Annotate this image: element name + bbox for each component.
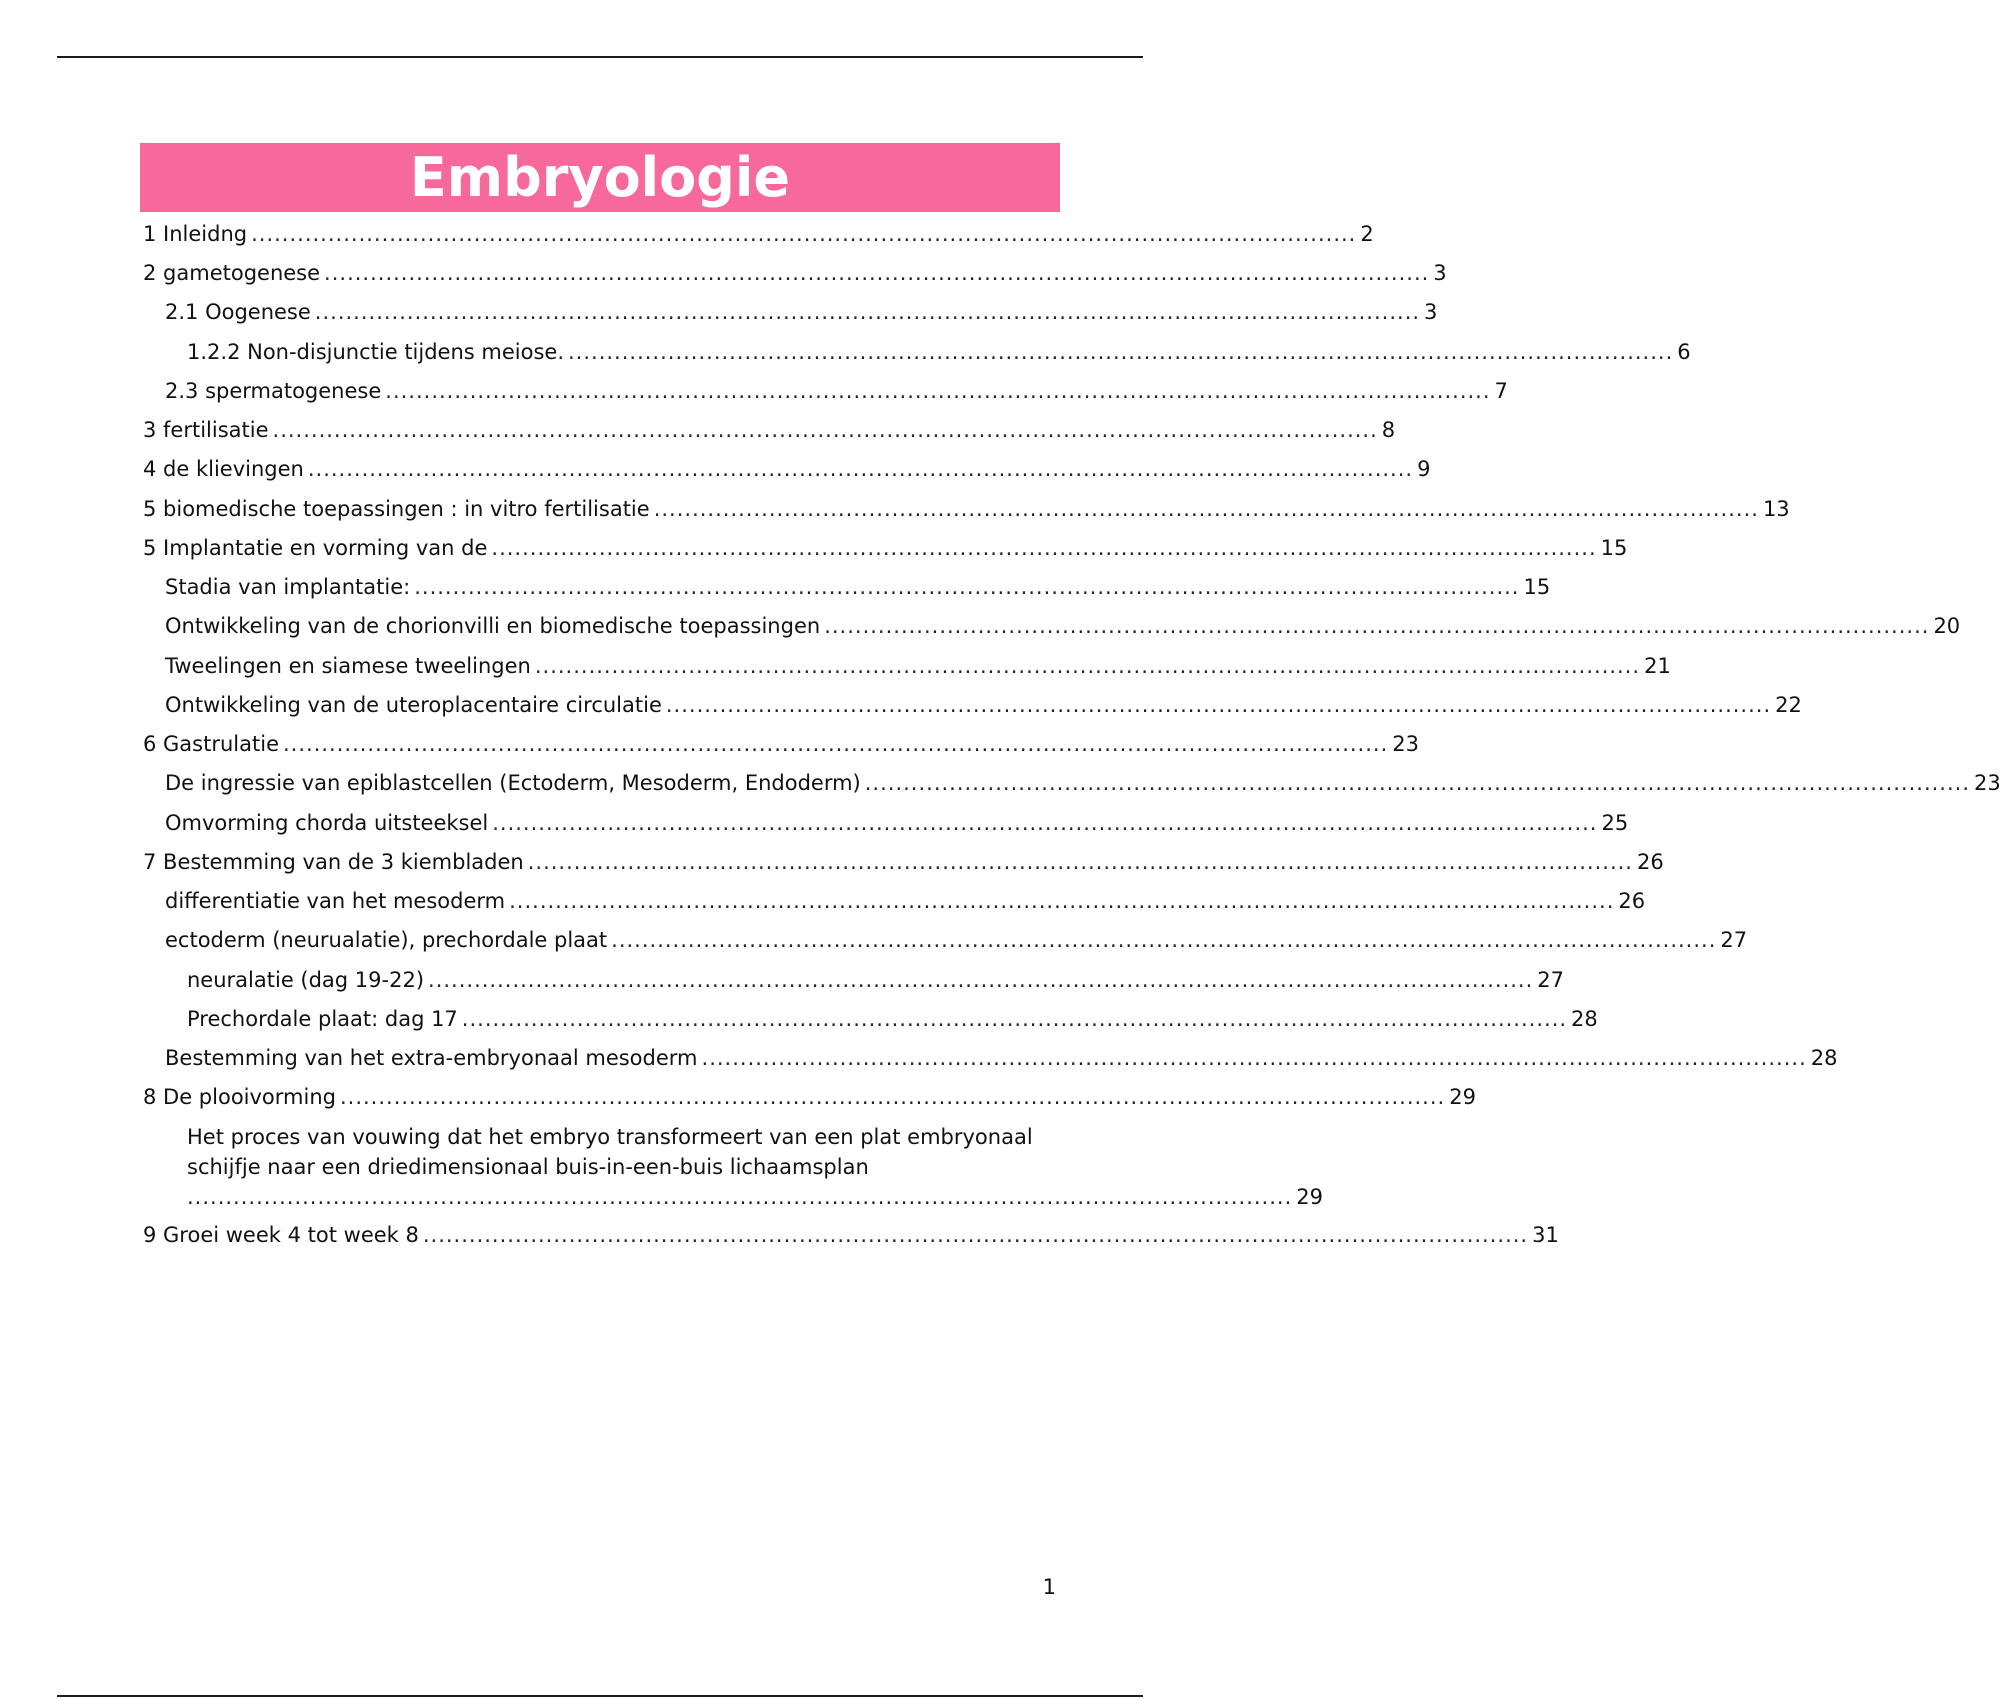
toc-entry[interactable]: 7 Bestemming van de 3 kiembladen ................................................................................................................................................ 26 [143,847,1056,877]
toc-entry[interactable]: ectoderm (neurualatie), prechordale plaat ................................................................................................................................................ 27 [165,925,1056,955]
toc-entry[interactable]: 5 biomedische toepassingen : in vitro fertilisatie ................................................................................................................................................ 13 [143,494,1056,524]
toc-entry-page: 31 [1532,1223,1559,1247]
toc-entry[interactable]: 2 gametogenese ................................................................................................................................................ 3 [143,258,1056,288]
footer-rule [57,1695,1143,1697]
toc-entry-page: 26 [1618,889,1646,913]
toc-entry[interactable]: Stadia van implantatie: ................................................................................................................................................ 15 [165,572,1056,602]
toc-entry-label: Ontwikkeling van de chorionvilli en biomedische toepassingen [165,614,821,638]
toc-entry-label: 2.1 Oogenese [165,300,311,324]
toc-entry[interactable]: 2.1 Oogenese ................................................................................................................................................ 3 [165,297,1056,327]
toc-entry-label: 5 Implantatie en vorming van de [143,536,488,560]
toc-entry[interactable]: 4 de klievingen ................................................................................................................................................ 9 [143,454,1056,484]
toc-entry-page: 7 [1494,379,1508,403]
toc-entry-page: 25 [1601,811,1629,835]
toc-entry[interactable]: differentiatie van het mesoderm ................................................................................................................................................ 26 [165,886,1056,916]
toc-entry-label: Ontwikkeling van de uteroplacentaire circulatie [165,693,662,717]
toc-entry-page: 3 [1433,261,1447,285]
toc-entry-label: 2.3 spermatogenese [165,379,382,403]
toc-entry-label: 8 De plooivorming [143,1085,336,1109]
toc-entry-label: ectoderm (neurualatie), prechordale plaat [165,928,608,952]
toc-entry-page: 28 [1571,1007,1598,1031]
toc-entry[interactable]: 5 Implantatie en vorming van de ................................................................................................................................................ 15 [143,533,1056,563]
toc-entry-label: Omvorming chorda uitsteeksel [165,811,489,835]
toc-entry-page: 29 [1296,1185,1323,1209]
toc-entry[interactable]: 9 Groei week 4 tot week 8 ................................................................................................................................................ 31 [143,1220,1056,1250]
toc-entry[interactable]: De ingressie van epiblastcellen (Ectoderm, Mesoderm, Endoderm) ................................................................................................................................................ 23 [165,768,1056,798]
toc-entry[interactable]: Ontwikkeling van de chorionvilli en biomedische toepassingen ................................................................................................................................................ 20 [165,611,1056,641]
header-rule [57,56,1143,58]
toc-entry[interactable]: Ontwikkeling van de uteroplacentaire circulatie ................................................................................................................................................ 22 [165,690,1056,720]
toc-entry[interactable]: 1.2.2 Non-disjunctie tijdens meiose. ................................................................................................................................................ 6 [187,337,1056,367]
toc-entry[interactable]: 8 De plooivorming ................................................................................................................................................ 29 [143,1082,1056,1112]
toc-entry-page: 6 [1677,340,1691,364]
toc-entry-label: differentiatie van het mesoderm [165,889,506,913]
toc-entry-label: Tweelingen en siamese tweelingen [165,654,531,678]
toc-entry-page: 26 [1636,850,1664,874]
toc-entry[interactable]: neuralatie (dag 19-22) ................................................................................................................................................ 27 [187,965,1056,995]
toc-entry-label: 3 fertilisatie [143,418,269,442]
toc-entry-page: 9 [1417,457,1431,481]
toc-entry[interactable]: 3 fertilisatie ................................................................................................................................................ 8 [143,415,1056,445]
toc-entry-label: Bestemming van het extra-embryonaal mesoderm [165,1046,698,1070]
toc-entry-label: 6 Gastrulatie [143,732,279,756]
toc-entry-label: 7 Bestemming van de 3 kiembladen [143,850,524,874]
toc-entry-page: 27 [1720,928,1748,952]
toc-entry-label: Stadia van implantatie: [165,575,411,599]
toc-entry-page: 21 [1644,654,1671,678]
toc-entry-label: 5 biomedische toepassingen : in vitro fertilisatie [143,497,650,521]
toc-entry-label: 1 Inleidng [143,222,248,246]
toc-entry-label: 4 de klievingen [143,457,304,481]
toc-entry-label: 2 gametogenese [143,261,321,285]
toc-entry-page: 13 [1762,497,1790,521]
toc-entry-page: 20 [1933,614,1961,638]
toc-entry[interactable]: Tweelingen en siamese tweelingen ................................................................................................................................................ 21 [165,651,1056,681]
toc-entry[interactable]: Prechordale plaat: dag 17 ................................................................................................................................................ 28 [187,1004,1056,1034]
page-number: 1 [1042,1575,1056,1599]
toc-entry[interactable]: 2.3 spermatogenese ................................................................................................................................................ 7 [165,376,1056,406]
toc-entry-label: Prechordale plaat: dag 17 [187,1007,458,1031]
toc-entry-page: 15 [1523,575,1551,599]
toc-entry-label: Het proces van vouwing dat het embryo transformeert van een plat embryonaal schijfje naar een driedimensionaal buis-in-een-buis lichaamsplan [187,1125,1033,1179]
toc-entry-label: 9 Groei week 4 tot week 8 [143,1223,419,1247]
toc-entry-label: De ingressie van epiblastcellen (Ectoderm, Mesoderm, Endoderm) [165,771,861,795]
toc-entry-page: 22 [1775,693,1802,717]
toc-entry-page: 23 [1974,771,2001,795]
toc-entry-page: 27 [1537,968,1565,992]
toc-entry-page: 15 [1600,536,1628,560]
toc-entry[interactable]: Het proces van vouwing dat het embryo transformeert van een plat embryonaal schijfje naar een driedimensionaal buis-in-een-buis lichaamsplan ................................................................................................................................................ 29 [187,1122,1056,1212]
toc-entry[interactable]: 6 Gastrulatie ................................................................................................................................................ 23 [143,729,1056,759]
toc-entry-page: 3 [1424,300,1438,324]
title-banner [140,143,1060,212]
toc-entry[interactable]: Bestemming van het extra-embryonaal mesoderm ................................................................................................................................................ 28 [165,1043,1056,1073]
toc-entry-page: 8 [1381,418,1396,442]
toc-entry-page: 29 [1449,1085,1476,1109]
toc-entry-page: 28 [1810,1046,1838,1070]
toc-entry-page: 2 [1360,222,1374,246]
toc-entry-label: neuralatie (dag 19-22) [187,968,425,992]
toc-entry[interactable]: Omvorming chorda uitsteeksel ................................................................................................................................................ 25 [165,808,1056,838]
toc-entry-label: 1.2.2 Non-disjunctie tijdens meiose. [187,340,564,364]
toc-entry[interactable]: 1 Inleidng ................................................................................................................................................ 2 [143,219,1056,249]
document-title: Embryologie [409,145,791,209]
toc-entry-page: 23 [1392,732,1419,756]
